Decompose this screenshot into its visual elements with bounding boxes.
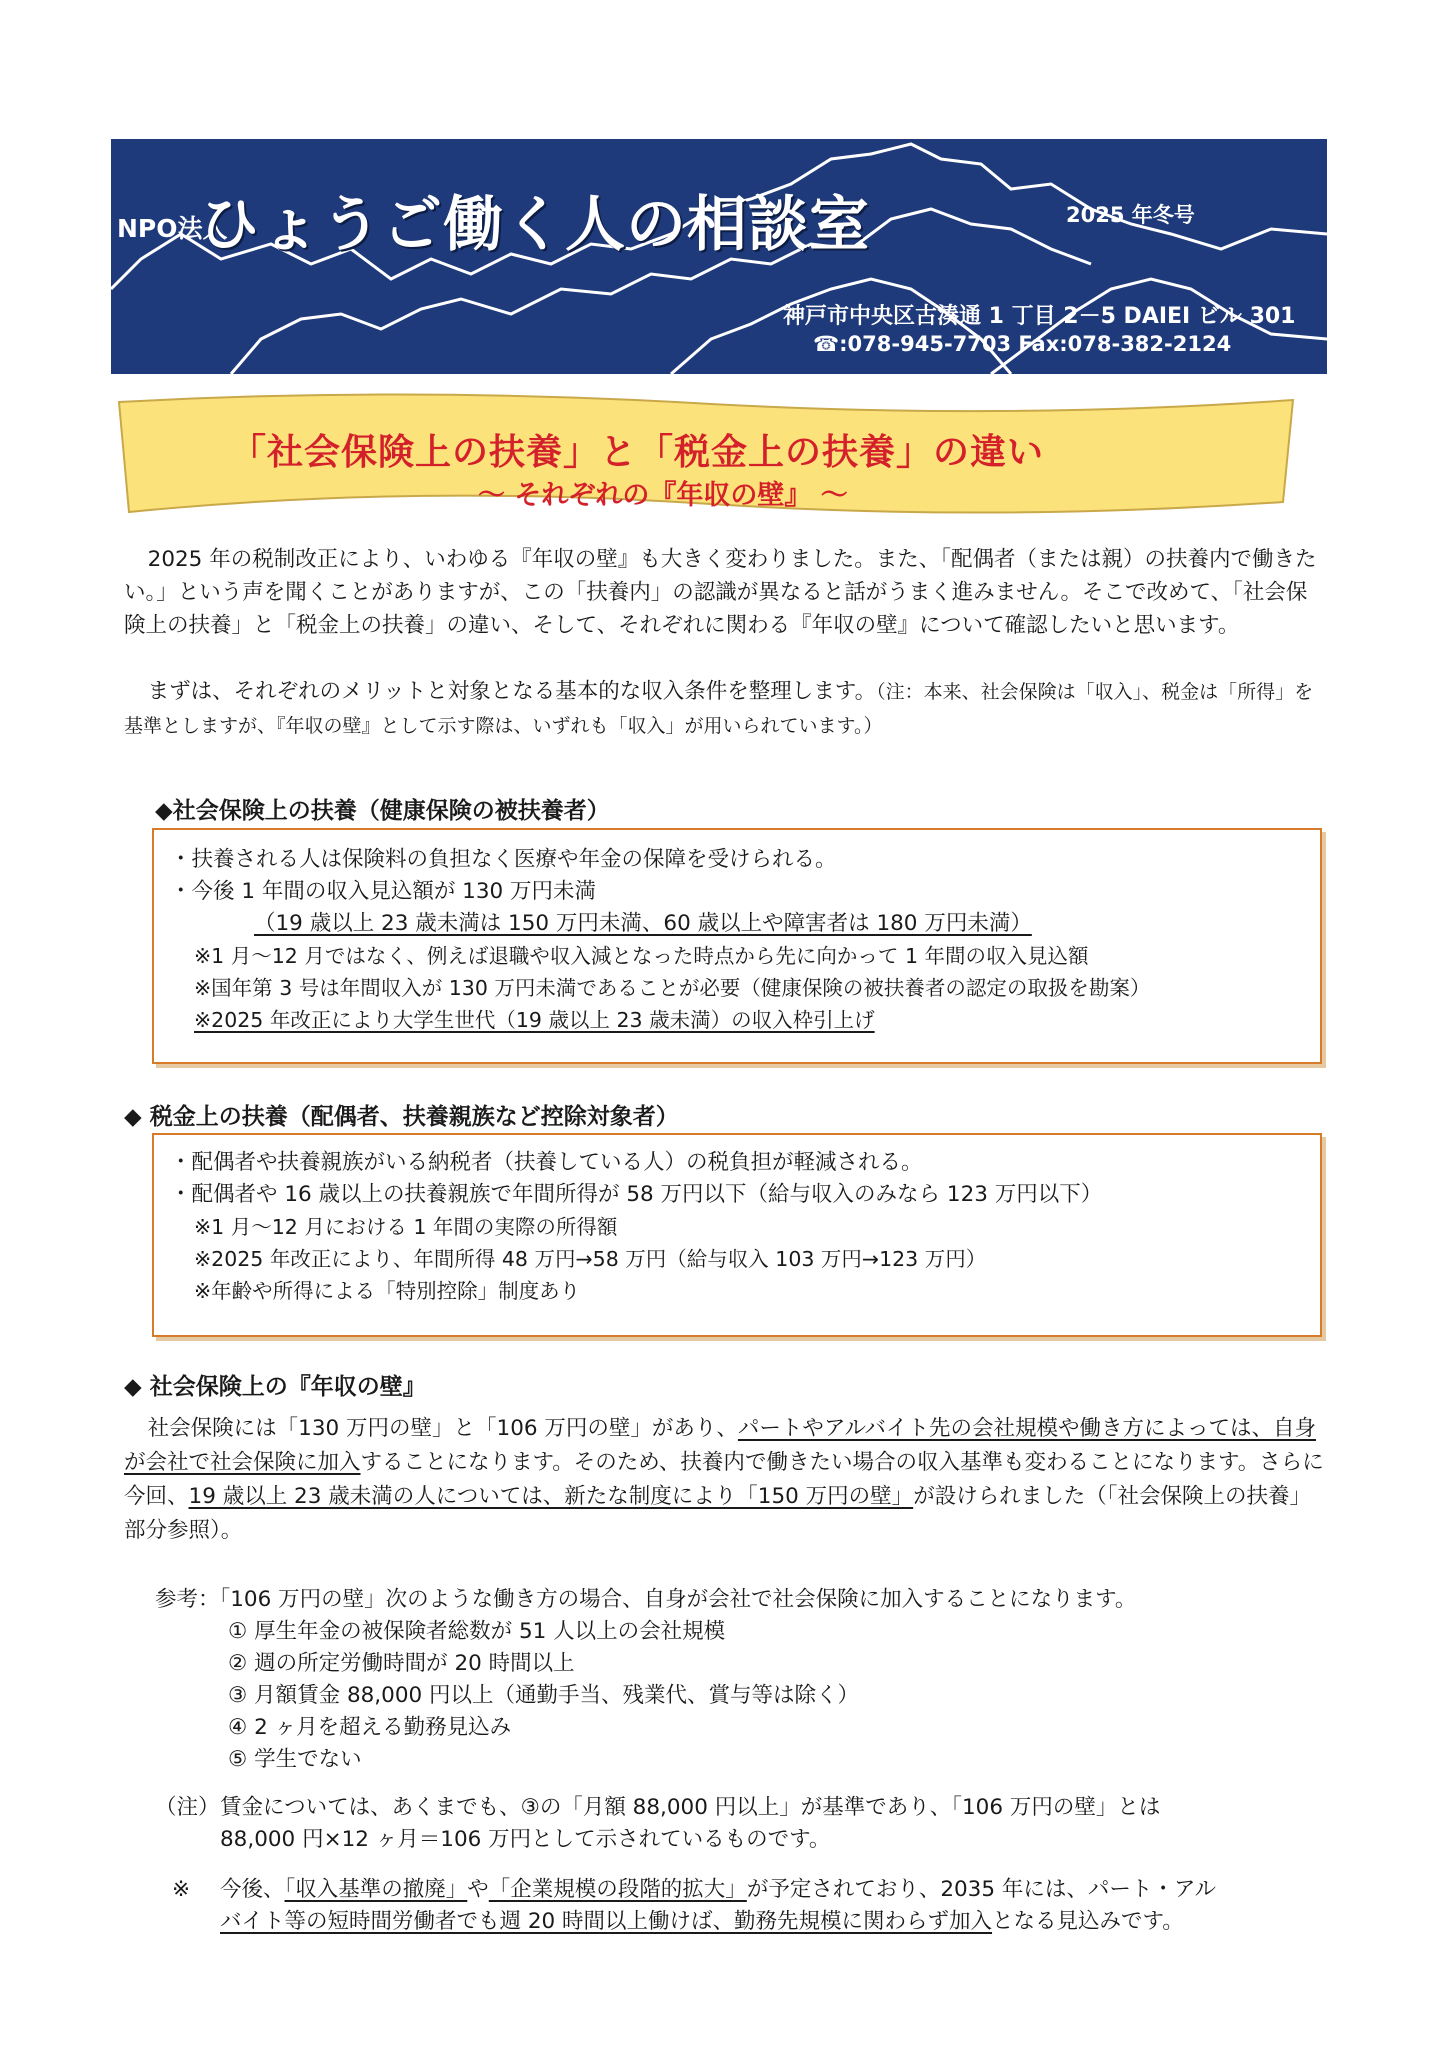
text-span: が設けられました（「社会保険上の扶養」部分参照）。	[124, 1484, 1311, 1543]
contact-numbers: ☎:078-945-7703 Fax:078-382-2124	[813, 332, 1232, 356]
final-note-line-1	[220, 1875, 1216, 1905]
list-item: ・今後 1 年間の収入見込額が 130 万円未満	[170, 879, 597, 904]
address: 神戸市中央区古湊通 1 丁目 2－5 DAIEI ビル 301	[783, 304, 1296, 329]
intro-paragraph-2	[124, 675, 1328, 743]
underlined-span: 「収入基準の撤廃」	[284, 1877, 468, 1902]
list-item: ※国年第 3 号は年間収入が 130 万円未満であることが必要（健康保険の被扶養者の認定の取扱を勘案）	[194, 976, 1151, 1000]
tax-box	[152, 1133, 1322, 1337]
tax-heading: ◆ 税金上の扶養（配偶者、扶養親族など控除対象者）	[124, 1104, 679, 1130]
reference-item: ③ 月額賃金 88,000 円以上（通勤手当、残業代、賞与等は除く）	[228, 1683, 860, 1708]
note-line: 賃金については、あくまでも、③の「月額 88,000 円以上」が基準であり、「106 万円の壁」とは	[220, 1795, 1161, 1820]
list-item: ※年齢や所得による「特別控除」制度あり	[194, 1279, 581, 1303]
underlined-span: 「企業規模の段階的拡大」	[488, 1877, 747, 1902]
underlined-span: パートやアルバイト先の会社規模や働き方によっては、自身が会社で社会保険に加入	[124, 1416, 1317, 1475]
list-item: ※2025 年改正により、年間所得 48 万円→58 万円（給与収入 103 万円→123 万円）	[194, 1247, 987, 1271]
list-item: ※1 月～12 月における 1 年間の実際の所得額	[194, 1215, 618, 1239]
org-name: ひょうご働く人の相談室	[199, 190, 870, 260]
social-insurance-box	[152, 828, 1322, 1064]
org-prefix: NPO法人	[117, 214, 228, 243]
underlined-span: 19 歳以上 23 歳未満の人については、新たな制度により「150 万円の壁」	[188, 1484, 914, 1509]
list-item: （19 歳以上 23 歳未満は 150 万円未満、60 歳以上や障害者は 180 万円未満）	[254, 911, 1032, 936]
final-note-line-2	[220, 1907, 1184, 1937]
intro-paragraph: 2025 年の税制改正により、いわゆる『年収の壁』も大きく変わりました。また、「配偶者（または親）の扶養内で働きたい。」という声を聞くことがありますが、この「扶養内」の認識が異なると話がうまく進みません。そこで改めて、「社会保険上の扶養」と「税金上の扶養」の違い、そして、それぞれに関わる『年収の壁』について確認したいと思います。	[124, 547, 1317, 638]
reference-item: ⑤ 学生でない	[228, 1747, 362, 1772]
list-item: ※1 月～12 月ではなく、例えば退職や収入減となった時点から先に向かって 1 年間の収入見込額	[194, 944, 1089, 968]
text-span: 社会保険には「130 万円の壁」と「106 万円の壁」があり、	[147, 1416, 738, 1441]
page-subtitle: ～ それぞれの『年収の壁』 ～	[478, 480, 848, 511]
text-span: や	[467, 1877, 489, 1902]
list-item: ※2025 年改正により大学生世代（19 歳以上 23 歳未満）の収入枠引上げ	[194, 1008, 875, 1032]
income-wall-heading: ◆ 社会保険上の『年収の壁』	[124, 1374, 426, 1400]
income-wall-paragraph	[124, 1412, 1328, 1548]
intro-note: （注：本来、社会保険は「収入」、税金は「所得」を基準としますが、『年収の壁』として示す際は、いずれも「収入」が用いられています。）	[124, 681, 1314, 737]
header-banner	[111, 139, 1327, 374]
text-span: が予定されており、2035 年には、パート・アル	[746, 1877, 1217, 1902]
text-span: となる見込みです。	[992, 1909, 1184, 1934]
reference-item: ④ 2 ヶ月を超える勤務見込み	[228, 1715, 512, 1740]
text-span: することになります。そのため、扶養内で働きたい場合の収入基準も変わることになります。さらに今回、	[124, 1450, 1324, 1509]
note-label: （注）	[155, 1795, 220, 1820]
underlined-span: バイト等の短時間労働者でも週 20 時間以上働けば、勤務先規模に関わらず加入	[220, 1909, 993, 1934]
list-item: ・配偶者や扶養親族がいる納税者（扶養している人）の税負担が軽減される。	[170, 1150, 923, 1175]
reference-item: ② 週の所定労働時間が 20 時間以上	[228, 1651, 575, 1676]
page-title: 「社会保険上の扶養」と「税金上の扶養」の違い	[230, 432, 1045, 473]
social-insurance-heading: ◆社会保険上の扶養（健康保険の被扶養者）	[155, 798, 610, 824]
final-mark: ※	[172, 1877, 191, 1902]
note-line: 88,000 円×12 ヶ月＝106 万円として示されているものです。	[220, 1827, 831, 1852]
reference-lead: 参考：「106 万円の壁」次のような働き方の場合、自身が会社で社会保険に加入することになります。	[155, 1587, 1137, 1612]
list-item: ・扶養される人は保険料の負担なく医療や年金の保障を受けられる。	[170, 847, 837, 872]
list-item: ・配偶者や 16 歳以上の扶養親族で年間所得が 58 万円以下（給与収入のみなら 123 万円以下）	[170, 1182, 1103, 1207]
text-span: 今後、	[220, 1877, 285, 1902]
reference-item: ① 厚生年金の被保険者総数が 51 人以上の会社規模	[228, 1619, 726, 1644]
intro-sentence: まずは、それぞれのメリットと対象となる基本的な収入条件を整理します。	[147, 679, 877, 704]
issue-label: 2025 年冬号	[1066, 203, 1195, 227]
